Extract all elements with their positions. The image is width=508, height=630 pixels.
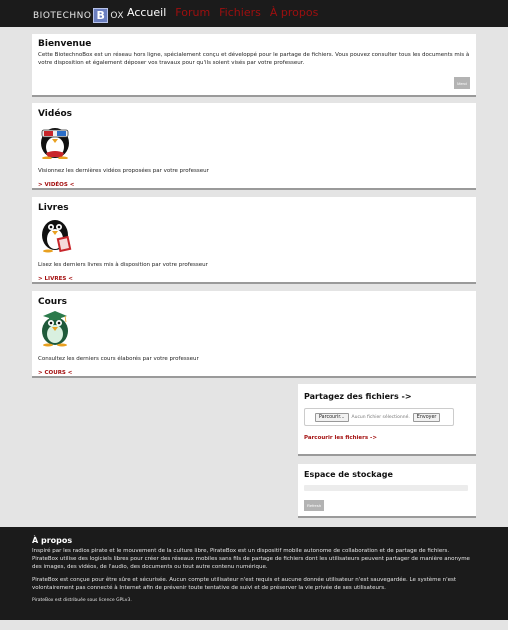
welcome-text: Cette BiotechnoBox est un réseau hors ligne, spécialement conçu et développé pour le partage de fichiers. Vous pouvez consulter tous les documents mis à votre disposition et également déposer vos travaux pour qu'ils soient visés par votre professeur. [38,52,470,66]
cours-link[interactable]: > COURS < [38,370,73,376]
livres-card [32,197,476,284]
storage-card [298,464,476,518]
nav-accueil[interactable]: Accueil [127,6,167,19]
livres-desc: Lisez les derniers livres mis à disposition par votre professeur [38,262,208,268]
browse-files-link[interactable]: Parcourir les fichiers -> [304,435,377,441]
penguin-graduate-icon [38,309,72,347]
footer-paragraph-2: PirateBox est conçue pour être sûre et sécurisée. Aucun compte utilisateur n'est requis et aucune donnée utilisateur n'est sauvegardée. Le système n'est volontairement pas connecté à Internet afin de prévenir toute tentative de suivi et de préserver la vie privée de ses utilisateurs. [32,577,457,591]
brand-text-end: OX [110,10,125,21]
penguin-3d-glasses-icon [38,121,72,159]
share-card [298,384,476,456]
no-file-label: Aucun fichier sélectionné. [351,414,410,420]
storage-title: Espace de stockage [304,470,393,479]
cours-card [32,291,476,378]
nav-fichiers[interactable]: Fichiers [219,6,261,19]
videos-desc: Visionnez les dernières vidéos proposées par votre professeur [38,168,209,174]
welcome-card [32,34,476,97]
footer [0,527,508,620]
welcome-title: Bienvenue [38,39,92,49]
main-nav [127,6,318,19]
brand-text: BIOTECHNO [33,10,92,21]
cours-desc: Consultez les derniers cours élaborés par votre professeur [38,356,199,362]
share-title: Partagez des fichiers -> [304,392,412,401]
top-navbar [0,0,508,27]
footer-license: PirateBox est distribuée sous licence GPLv3. [32,598,132,603]
nav-a-propos[interactable]: À propos [269,6,319,19]
nav-forum[interactable]: Forum [175,6,211,19]
browse-button[interactable]: Parcourir... [315,413,349,422]
brand-box-letter: B [93,8,108,23]
refresh-button[interactable]: Refresh [304,500,324,511]
storage-usage-bar [304,485,468,491]
videos-card [32,103,476,190]
cours-title: Cours [38,297,67,307]
send-button[interactable]: Envoyer [413,413,441,422]
videos-title: Vidéos [38,109,72,119]
videos-link[interactable]: > VIDÉOS < [38,182,75,188]
footer-title: À propos [32,536,73,545]
file-upload-field [304,408,454,426]
livres-title: Livres [38,203,69,213]
merci-button[interactable]: Merci [454,77,470,89]
brand-logo[interactable] [33,8,124,23]
footer-paragraph-1: Inspiré par les radios pirate et le mouvement de la culture libre, PirateBox est un dispositif mobile autonome de collaboration et de partage de fichiers. PirateBox utilise des logiciels libres pour créer des réseaux mobiles sans fils de partage de fichiers dont les utilisateurs peuvent partager de manière anonyme des images, des vidéos, de l'audio, des documents ou tout autre contenu numérique. [32,548,470,570]
livres-link[interactable]: > LIVRES < [38,276,73,282]
penguin-book-icon [38,215,72,253]
